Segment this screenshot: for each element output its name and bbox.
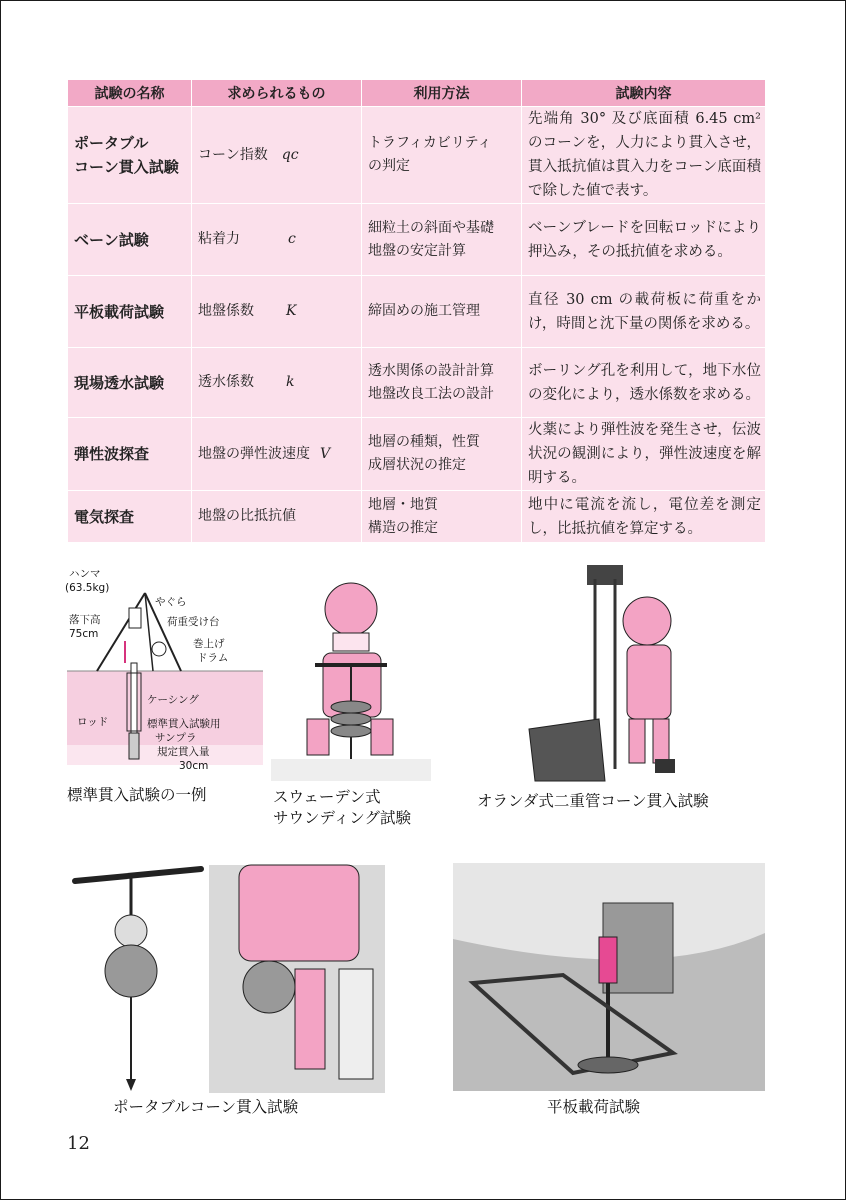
required-value: コーン指数 [198,146,268,163]
soil-test-table [67,79,766,543]
usage: 透水関係の設計計算 地盤改良工法の設計 [368,362,494,402]
test-name: 弾性波探査 [74,445,150,463]
symbol: K [286,303,297,319]
label-drop-height: 落下高 [69,614,101,626]
plate-load-illustration [453,863,765,1091]
label-drum-2: ドラム [197,652,229,664]
swedish-sounding-illustration [271,569,431,781]
table-row [68,348,766,418]
derrick-leg [97,593,145,671]
test-name: 現場透水試験 [74,373,165,392]
label-penetration-2: 30cm [179,760,209,772]
test-name: 平板載荷試験 [74,302,165,321]
usage: トラフィカビリティ の判定 [368,135,492,174]
cone-tip [126,1079,136,1091]
hydraulic-jack [599,937,617,983]
header-content: 試験内容 [522,80,766,107]
header-test-name: 試験の名称 [68,80,192,107]
base-plate [529,719,605,781]
label-drum-1: 巻上げ [193,638,225,650]
symbol: qc [281,146,299,163]
label-yagura: やぐら [155,596,187,608]
sampler-shape [129,733,139,759]
label-hammer: ハンマ [69,568,101,580]
hammer-shape [129,608,141,628]
usage: 地層の種類，性質 成層状況の推定 [368,434,480,473]
t-handle [75,869,201,881]
required-value: 地盤の弾性波速度 [198,445,310,462]
symbol: c [288,231,296,247]
table-row [68,491,766,543]
required-value: 地盤の比抵抗値 [198,508,296,524]
weight-stack [331,725,371,737]
label-drop-value: 75cm [69,628,99,640]
worker-helmet [623,597,671,645]
portable-cone-illustration [69,859,387,1093]
label-sampler-1: 標準貫入試験用 [147,718,221,730]
caption-spt: 標準貫入試験の一例 [67,786,207,804]
test-name: ベーン試験 [74,230,149,249]
test-content: 火薬により弾性波を発生させ，伝波状況の観測により，弾性波速度を解明する。 [522,418,766,491]
caption-swedish: スウェーデン式 サウンディング試験 [273,788,411,827]
caption-plate: 平板載荷試験 [547,1098,641,1116]
table-row [68,276,766,348]
required-value: 透水係数 [198,374,254,390]
worker-body [627,645,671,719]
test-content: ベーンブレードを回転ロッドにより押込み，その抵抗値を求める。 [522,204,766,276]
header-required: 求められるもの [192,80,362,107]
worker-helmet [325,583,377,635]
test-content: 直径 30 cm の載荷板に荷重をかけ，時間と沈下量の関係を求める。 [522,276,766,348]
usage: 締固めの施工管理 [368,303,480,319]
drum-shape [152,642,166,656]
page-number: 12 [67,1133,90,1154]
table-row [68,204,766,276]
table-row [68,418,766,491]
caption-dutch: オランダ式二重管コーン貫入試験 [477,792,709,810]
label-casing: ケーシング [147,694,199,706]
label-penetration-1: 規定貫入量 [157,746,210,758]
test-content: ボーリング孔を利用して，地下水位の変化により，透水係数を求める。 [522,348,766,418]
test-content: 地中に電流を流し，電位差を測定し，比抵抗値を算定する。 [522,491,766,543]
test-name: 電気探査 [74,507,135,526]
label-anvil: 荷重受け台 [167,616,220,628]
caption-portable: ポータブルコーン貫入試験 [113,1098,299,1116]
test-content: 先端角 30° 及び底面積 6.45 cm² のコーンを，人力により貫入させ，貫入抵抗値は貫入力をコーン底面積で除した値で表す。 [522,107,766,204]
usage: 細粒土の斜面や基礎 地盤の安定計算 [368,219,494,259]
table-header-row [68,80,766,107]
dutch-cone-illustration [459,559,765,783]
label-rod: ロッド [77,716,109,728]
symbol: V [320,445,331,462]
symbol: k [286,374,295,390]
loading-plate [578,1057,638,1073]
header-usage: 利用方法 [362,80,522,107]
worker-body [239,865,359,961]
required-value: 地盤係数 [198,303,254,319]
required-value: 粘着力 [198,231,240,247]
usage: 地層・地質 構造の推定 [368,496,438,536]
label-sampler-2: サンプラ [155,732,197,744]
spt-diagram [63,563,263,785]
label-hammer-weight: (63.5kg) [65,582,110,594]
proving-ring [105,945,157,997]
pressure-gauge [115,915,147,947]
table-row [68,107,766,204]
test-name: ポータブル コーン貫入試験 [74,134,179,176]
